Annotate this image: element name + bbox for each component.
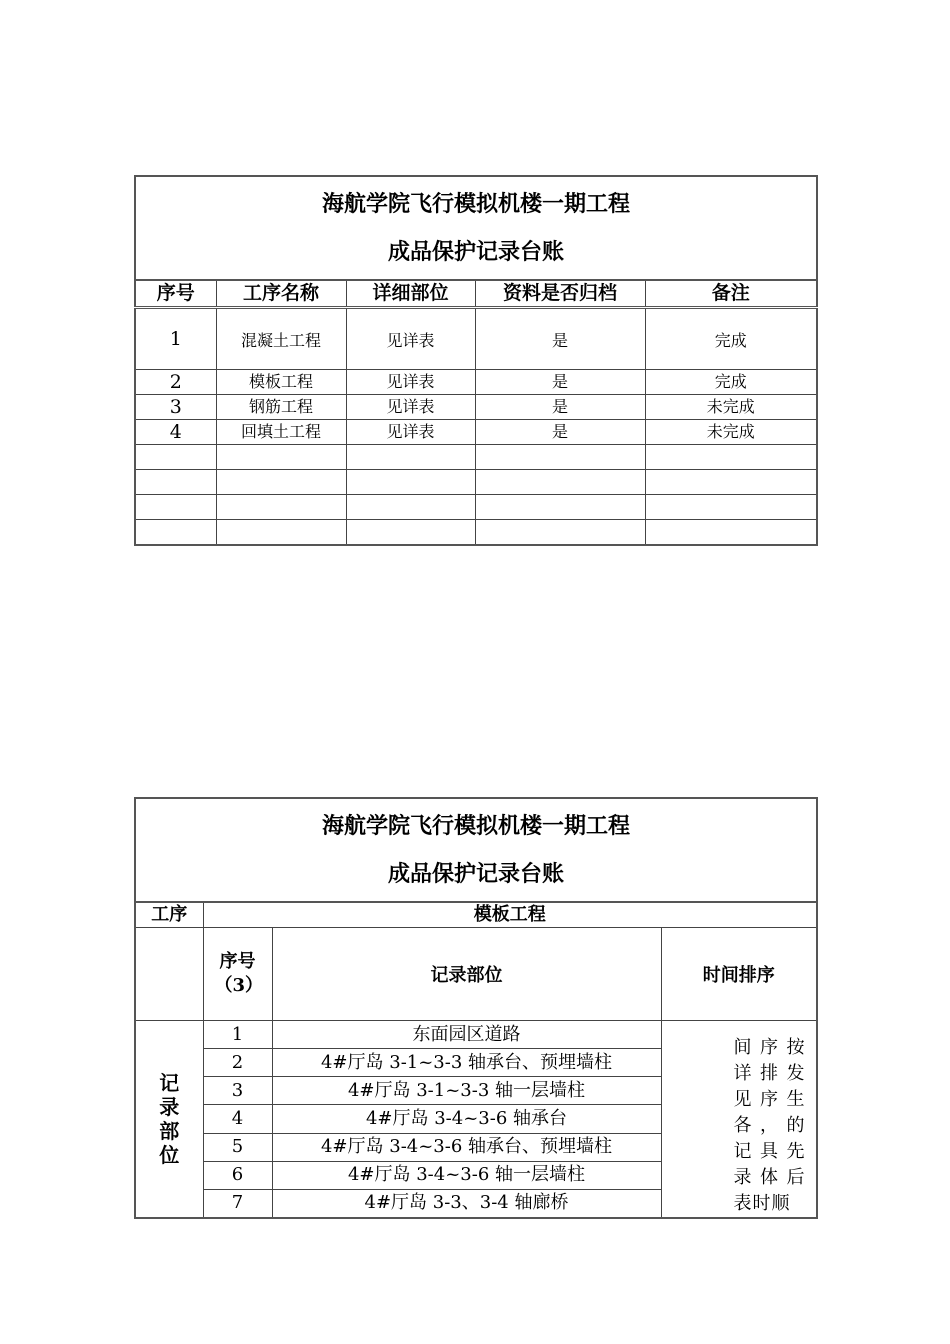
empty-row [135, 445, 817, 470]
time-order-note: 间序按详排发见序生各，的记具先录体后表时顺 [661, 1021, 817, 1219]
ledger-subtitle: 成品保护记录台账 [388, 861, 565, 887]
record-no: 6 [203, 1161, 272, 1189]
row-name: 钢筋工程 [216, 395, 346, 420]
row-name: 回填土工程 [216, 420, 346, 445]
ledger-summary-table [134, 175, 818, 546]
record-location: 4#厅岛 3-1~3-3 轴承台、预埋墙柱 [272, 1049, 661, 1077]
record-no: 3 [203, 1077, 272, 1105]
process-row [135, 902, 817, 928]
record-no: 2 [203, 1049, 272, 1077]
record-location: 4#厅岛 3-3、3-4 轴廊桥 [272, 1189, 661, 1218]
row-remark: 完成 [645, 308, 817, 370]
record-location: 东面园区道路 [272, 1021, 661, 1049]
row-remark: 未完成 [645, 395, 817, 420]
table-row [135, 308, 817, 370]
project-title: 海航学院飞行模拟机楼一期工程 [322, 191, 631, 217]
row-no: 3 [135, 395, 216, 420]
row-part: 见详表 [346, 308, 475, 370]
side-label-cell [135, 1021, 203, 1219]
row-remark: 未完成 [645, 420, 817, 445]
record-no: 7 [203, 1189, 272, 1218]
row-archived: 是 [475, 395, 645, 420]
header-process-name: 工序名称 [216, 280, 346, 308]
ledger-subtitle: 成品保护记录台账 [388, 239, 565, 265]
record-location: 4#厅岛 3-4~3-6 轴承台、预埋墙柱 [272, 1133, 661, 1161]
record-location: 4#厅岛 3-4~3-6 轴一层墙柱 [272, 1161, 661, 1189]
empty-row [135, 520, 817, 546]
row-no: 4 [135, 420, 216, 445]
record-no: 4 [203, 1105, 272, 1133]
table-row [135, 370, 817, 395]
row-no: 1 [135, 308, 216, 370]
ledger-title [135, 176, 817, 280]
header-detail-part: 详细部位 [346, 280, 475, 308]
row-part: 见详表 [346, 420, 475, 445]
row-name: 混凝土工程 [216, 308, 346, 370]
side-label: 记录部位 [159, 1071, 180, 1167]
header-remark: 备注 [645, 280, 817, 308]
table-row [135, 395, 817, 420]
ledger-title [135, 798, 817, 902]
row-archived: 是 [475, 308, 645, 370]
project-title: 海航学院飞行模拟机楼一期工程 [322, 813, 631, 839]
header-archived: 资料是否归档 [475, 280, 645, 308]
process-label: 工序 [135, 902, 203, 928]
record-location: 4#厅岛 3-1~3-3 轴一层墙柱 [272, 1077, 661, 1105]
row-remark: 完成 [645, 370, 817, 395]
ledger-detail-table [134, 797, 818, 1219]
column-header-row [135, 928, 817, 1021]
process-value: 模板工程 [203, 902, 817, 928]
record-no: 5 [203, 1133, 272, 1161]
record-no: 1 [203, 1021, 272, 1049]
empty-row [135, 495, 817, 520]
row-archived: 是 [475, 370, 645, 395]
header-seq: 序号 [135, 280, 216, 308]
location-header: 记录部位 [272, 928, 661, 1021]
row-part: 见详表 [346, 395, 475, 420]
seq-header: 序号（3） [203, 928, 272, 1021]
table-row [135, 420, 817, 445]
table-header-row [135, 280, 817, 308]
row-archived: 是 [475, 420, 645, 445]
time-header: 时间排序 [661, 928, 817, 1021]
row-name: 模板工程 [216, 370, 346, 395]
table-row [135, 1021, 817, 1049]
record-location: 4#厅岛 3-4~3-6 轴承台 [272, 1105, 661, 1133]
row-no: 2 [135, 370, 216, 395]
empty-row [135, 470, 817, 495]
row-part: 见详表 [346, 370, 475, 395]
